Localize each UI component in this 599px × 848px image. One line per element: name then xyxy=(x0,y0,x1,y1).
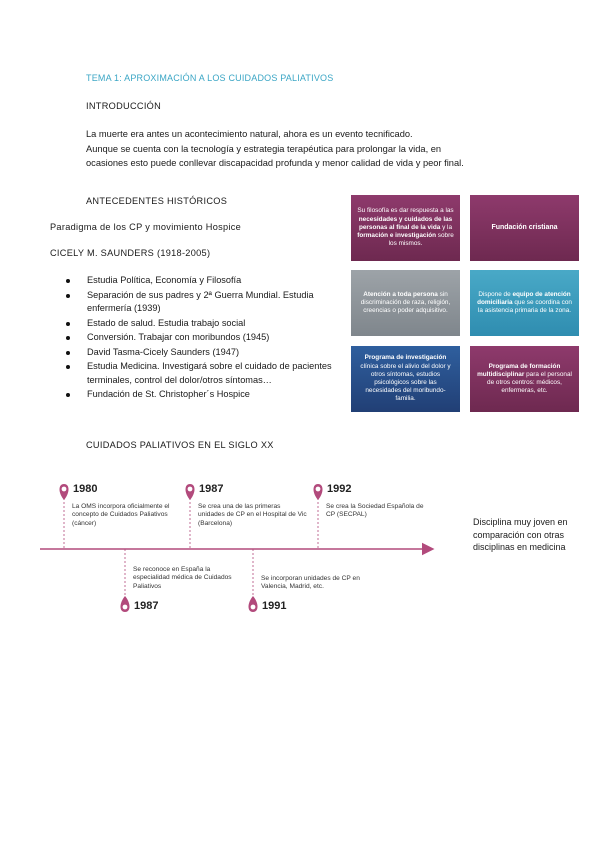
intro-line: Aunque se cuenta con la tecnología y estrategia terapéutica para prolongar la vida, en xyxy=(86,143,442,154)
list-item: Fundación de St. Christopher´s Hospice xyxy=(66,388,356,402)
bullet-icon xyxy=(66,393,70,397)
location-pin-icon xyxy=(314,484,323,500)
list-item: Estudia Medicina. Investigará sobre el cuidado de pacientes terminales, control del dolor/otros síntomas… xyxy=(66,360,356,387)
location-pin-icon xyxy=(60,484,69,500)
timeline-event-text: La OMS incorpora oficialmente el concepto de Cuidados Paliativos (cáncer) xyxy=(72,503,170,527)
document-title: TEMA 1: APROXIMACIÓN A LOS CUIDADOS PALIATIVOS xyxy=(86,73,334,83)
location-pin-icon xyxy=(186,484,195,500)
list-item: Separación de sus padres y 2ª Guerra Mundial. Estudia enfermería (1939) xyxy=(66,289,356,316)
paradigma-text: Paradigma de los CP y movimiento Hospice xyxy=(50,222,242,232)
timeline-event-text: Se crea una de las primeras unidades de CP en el Hospital de Vic (Barcelona) xyxy=(198,503,307,527)
bullet-icon xyxy=(66,365,70,369)
person-name: CICELY M. SAUNDERS (1918-2005) xyxy=(50,248,211,258)
location-pin-icon xyxy=(249,596,258,612)
tile-atencion: Atención a toda persona sin discriminación de raza, religión, creencias o poder adquisitivo. xyxy=(351,270,460,336)
intro-paragraph xyxy=(86,127,556,171)
tile-fundacion-cristiana: Fundación cristiana xyxy=(470,195,579,261)
timeline-year: 1987 xyxy=(199,483,224,495)
bullet-icon xyxy=(66,294,70,298)
intro-heading: INTRODUCCIÓN xyxy=(86,101,162,111)
siglo-heading: CUIDADOS PALIATIVOS EN EL SIGLO XX xyxy=(86,440,274,450)
timeline-event-text: Se incorporan unidades de CP en Valencia, Madrid, etc. xyxy=(261,575,360,591)
tile-investigacion: Programa de investigación clínica sobre el alivio del dolor y otros síntomas, estudios psicológicos sobre las necesidades del moribundo-familia. xyxy=(351,346,460,412)
bullet-icon xyxy=(66,351,70,355)
timeline-year: 1980 xyxy=(73,483,98,495)
intro-line: ocasiones esto puede conllevar discapacidad profunda y menor calidad de vida y peor final. xyxy=(86,158,464,168)
tile-formacion: Programa de formación multidisciplinar para el personal de otros centros: médicos, enfermeras, etc. xyxy=(470,346,579,412)
timeline-year: 1991 xyxy=(262,600,287,612)
bullet-icon xyxy=(66,279,70,283)
bullet-icon xyxy=(66,336,70,340)
bullet-icon xyxy=(66,322,70,326)
timeline-year: 1987 xyxy=(134,600,159,612)
timeline-event-text: Se crea la Sociedad Española de CP (SECPAL) xyxy=(326,503,424,519)
list-item: Estado de salud. Estudia trabajo social xyxy=(66,317,356,331)
saunders-bullet-list xyxy=(66,274,356,403)
timeline-event-text: Se reconoce en España la especialidad médica de Cuidados Paliativos xyxy=(133,566,232,590)
tile-equipo-domiciliario: Dispone de equipo de atención domiciliaria que se coordina con la asistencia primaria de la zona. xyxy=(470,270,579,336)
timeline-year: 1992 xyxy=(327,483,352,495)
intro-line: La muerte era antes un acontecimiento natural, ahora es un evento tecnificado. xyxy=(86,129,413,139)
side-note: Disciplina muy joven en comparación con otras disciplinas en medicina xyxy=(473,517,568,552)
list-item: David Tasma-Cicely Saunders (1947) xyxy=(66,346,356,360)
timeline-graphic xyxy=(0,470,450,620)
list-item: Estudia Política, Economía y Filosofía xyxy=(66,274,356,288)
location-pin-icon xyxy=(121,596,130,612)
antecedentes-heading: ANTECEDENTES HISTÓRICOS xyxy=(86,196,228,206)
tile-filosofia: Su filosofía es dar respuesta a las necesidades y cuidados de las personas al final de la vida y la formación e investigación sobre los mismos. xyxy=(351,195,460,261)
list-item: Conversión. Trabajar con moribundos (1945) xyxy=(66,331,356,345)
